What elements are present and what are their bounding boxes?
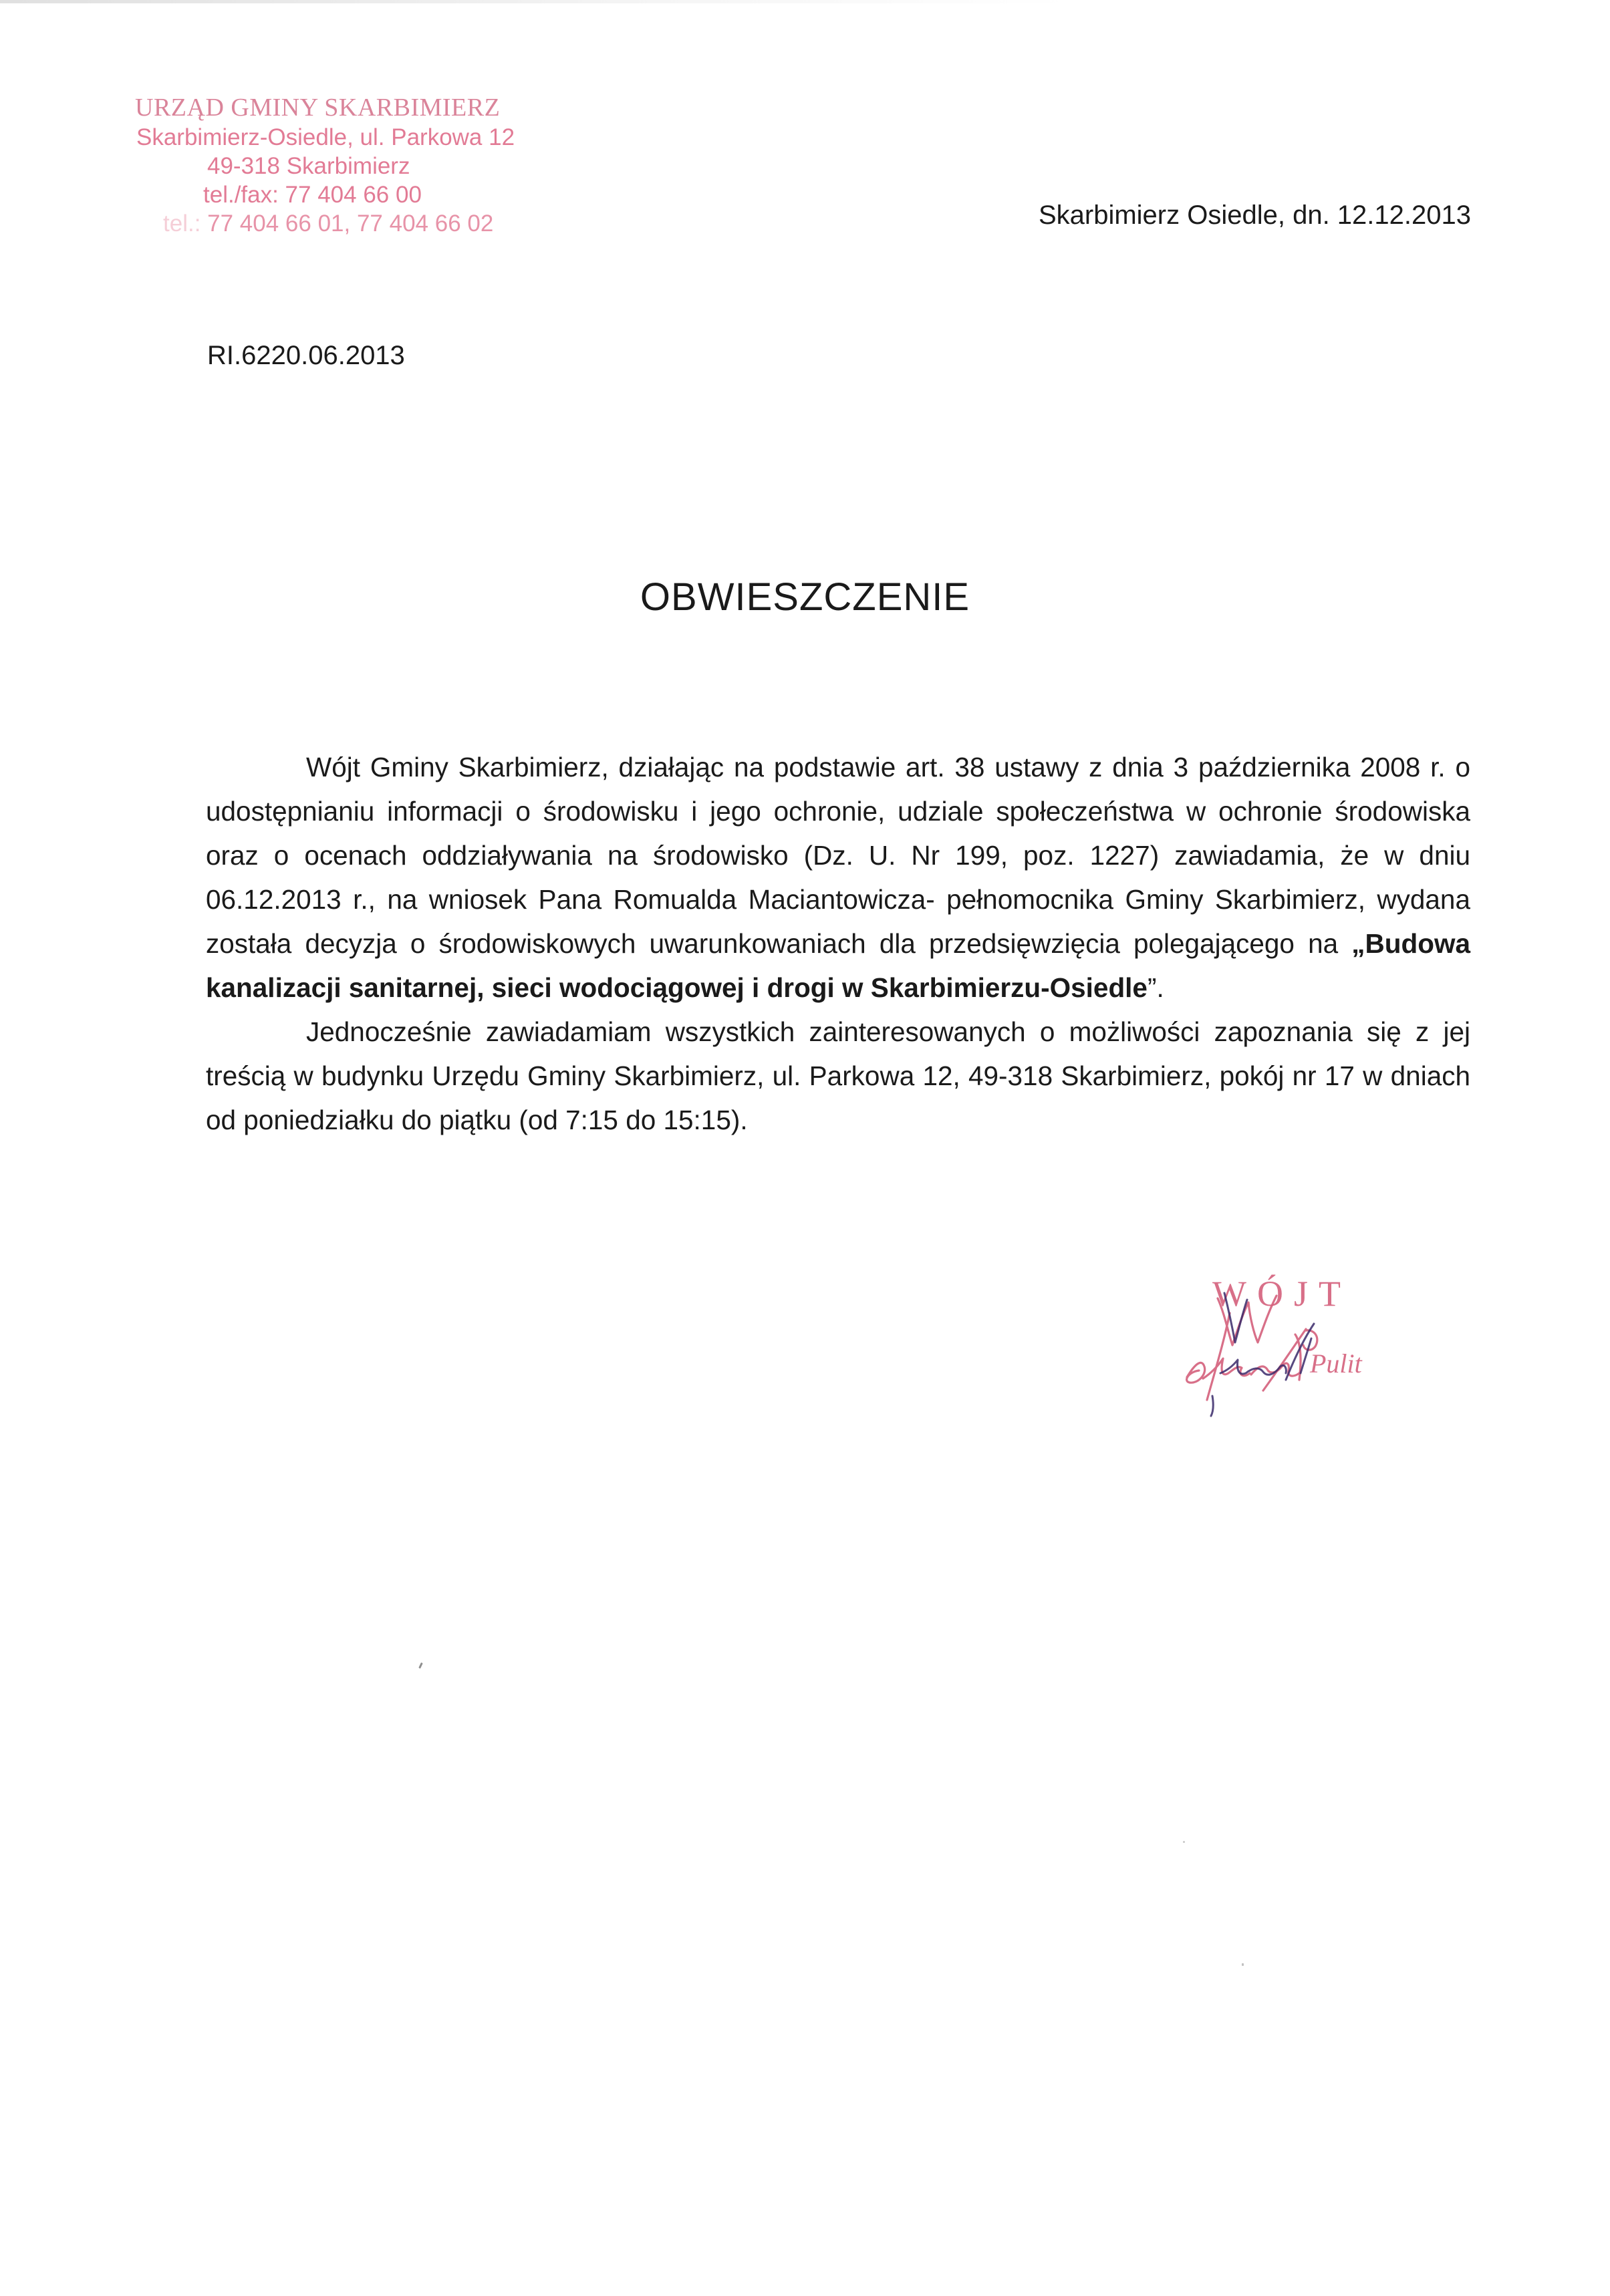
document-body xyxy=(206,745,1470,1142)
handwritten-signature xyxy=(1163,1273,1444,1427)
scan-edge xyxy=(0,0,1069,3)
office-stamp xyxy=(132,94,515,237)
place-date: Skarbimierz Osiedle, dn. 12.12.2013 xyxy=(1038,200,1471,230)
document-title: OBWIESZCZENIE xyxy=(640,575,970,619)
stamp-phone-numbers: 77 404 66 01, 77 404 66 02 xyxy=(207,210,494,237)
stamp-phone xyxy=(163,212,507,235)
project-name: „Budowa kanalizacji sanitarnej, sieci wodociągowej i drogi w Skarbimierzu-Osiedle xyxy=(206,928,1470,1003)
stamp-phone-prefix: tel.: xyxy=(163,210,201,237)
scan-speck xyxy=(1183,1841,1185,1843)
paragraph-1-end: ”. xyxy=(1147,972,1164,1003)
body-paragraph-1 xyxy=(206,745,1470,1010)
reference-number: RI.6220.06.2013 xyxy=(207,341,405,370)
signature-stamp-title: WÓJT xyxy=(1212,1274,1351,1314)
stamp-fax: tel./fax: 77 404 66 00 xyxy=(203,182,422,208)
stamp-postal: 49-318 Skarbimierz xyxy=(207,153,410,179)
paragraph-1-text: Wójt Gminy Skarbimierz, działając na podstawie art. 38 ustawy z dnia 3 października 2008 r. o udostępnianiu informacji o środowisku i jego ochronie, udziale społeczeństwa w ochronie środowiska oraz o ocenach oddziaływania na środowisko (Dz. U. Nr 199, poz. 1227) zawiadamia, że w dniu 06.12.2013 r., na wniosek Pana Romualda Maciantowicza- pełnomocnika Gminy Skarbimierz, wydana została decyzja o środowiskowych uwarunkowaniach dla przedsięwzięcia polegającego na xyxy=(206,752,1470,959)
scan-speck xyxy=(1242,1963,1244,1966)
scan-speck xyxy=(418,1663,423,1669)
stamp-title: URZĄD GMINY SKARBIMIERZ xyxy=(135,94,501,122)
signature-stamp-name: Pulit xyxy=(1310,1348,1362,1379)
stamp-address: Skarbimierz-Osiedle, ul. Parkowa 12 xyxy=(136,124,515,150)
body-paragraph-2: Jednocześnie zawiadamiam wszystkich zainteresowanych o możliwości zapoznania się z jej treścią w budynku Urzędu Gminy Skarbimierz, ul. Parkowa 12, 49-318 Skarbimierz, pokój nr 17 w dniach od poniedziałku do piątku (od 7:15 do 15:15). xyxy=(206,1016,1470,1135)
signature-block xyxy=(1163,1273,1444,1427)
